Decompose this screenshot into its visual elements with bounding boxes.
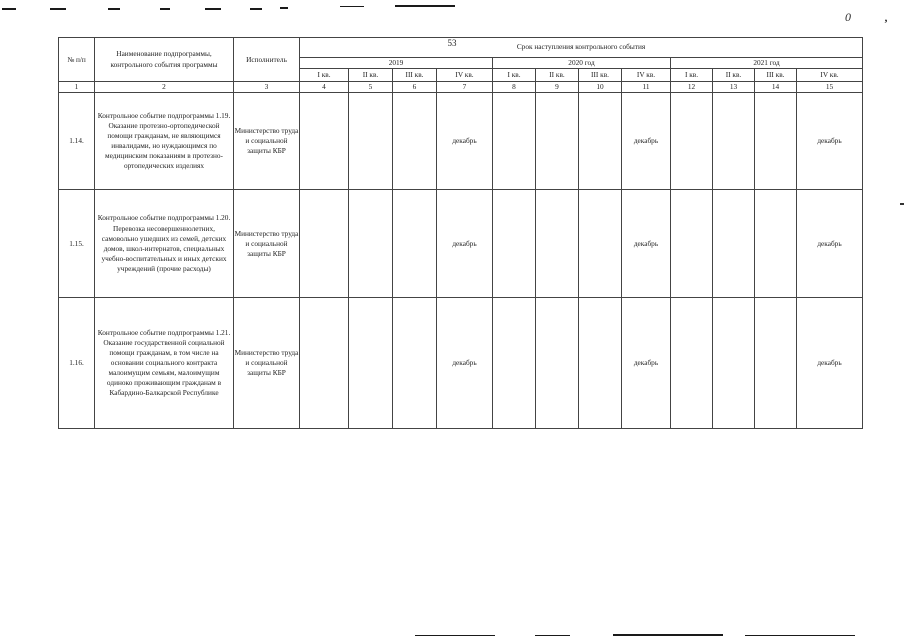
quarter-cell: [671, 190, 713, 298]
quarter-cell: декабрь: [797, 190, 863, 298]
quarter-cell: [300, 190, 349, 298]
page-number: 53: [447, 38, 457, 48]
quarter-cell: [393, 93, 437, 190]
quarter-cell: [579, 93, 622, 190]
column-number: 1: [59, 82, 95, 93]
row-number: 1.14.: [59, 93, 95, 190]
header-year-2019: 2019: [300, 58, 493, 69]
header-name: Наименование подпрограммы, контрольного события программы: [95, 38, 234, 82]
event-name: Контрольное событие подпрограммы 1.19. Оказание протезно-ортопедической помощи гражданам, не являющимся инвалидами, но нуждающимся по медицинским показаниям в протезно-ортопедических изделиях: [95, 93, 234, 190]
quarter-cell: декабрь: [797, 93, 863, 190]
header-num: № п/п: [59, 38, 95, 82]
quarter-cell: [536, 93, 579, 190]
quarter-cell: декабрь: [797, 298, 863, 429]
quarter-cell: [349, 190, 393, 298]
header-quarter: III кв.: [755, 69, 797, 82]
column-number: 5: [349, 82, 393, 93]
quarter-cell: [536, 298, 579, 429]
corner-scan-glyph: ,: [885, 10, 888, 24]
column-number: 11: [622, 82, 671, 93]
quarter-cell: [579, 190, 622, 298]
quarter-cell: [579, 298, 622, 429]
control-events-table: [58, 37, 863, 429]
event-executor: Министерство труда и социальной защиты КБР: [234, 93, 300, 190]
header-quarter: IV кв.: [622, 69, 671, 82]
quarter-cell: [493, 190, 536, 298]
header-year-2021: 2021 год: [671, 58, 863, 69]
quarter-cell: [671, 93, 713, 190]
scan-edge-marks: [0, 0, 905, 20]
quarter-cell: [713, 93, 755, 190]
quarter-cell: [300, 93, 349, 190]
quarter-cell: [393, 298, 437, 429]
header-quarter: IV кв.: [437, 69, 493, 82]
quarter-cell: [671, 298, 713, 429]
quarter-cell: декабрь: [622, 190, 671, 298]
quarter-cell: [755, 93, 797, 190]
column-number: 13: [713, 82, 755, 93]
header-quarter: III кв.: [579, 69, 622, 82]
quarter-cell: [493, 298, 536, 429]
quarter-cell: декабрь: [622, 93, 671, 190]
header-quarter: IV кв.: [797, 69, 863, 82]
quarter-cell: [536, 190, 579, 298]
column-number: 10: [579, 82, 622, 93]
quarter-cell: декабрь: [437, 190, 493, 298]
header-quarter: I кв.: [300, 69, 349, 82]
column-number: 8: [493, 82, 536, 93]
quarter-cell: [393, 190, 437, 298]
quarter-cell: [755, 190, 797, 298]
scan-bottom-marks: [0, 630, 905, 640]
column-number: 6: [393, 82, 437, 93]
header-executor: Исполнитель: [234, 38, 300, 82]
quarter-cell: [713, 298, 755, 429]
quarter-cell: [300, 298, 349, 429]
header-quarter: II кв.: [536, 69, 579, 82]
row-number: 1.16.: [59, 298, 95, 429]
table-row: [59, 93, 863, 190]
column-number: 2: [95, 82, 234, 93]
scan-edge-mark: [900, 203, 904, 205]
corner-scan-glyph: 0: [845, 10, 851, 24]
quarter-cell: декабрь: [437, 93, 493, 190]
header-quarter: II кв.: [349, 69, 393, 82]
row-number: 1.15.: [59, 190, 95, 298]
header-quarter: III кв.: [393, 69, 437, 82]
table-row: [59, 190, 863, 298]
header-event-deadline: Срок наступления контрольного события: [300, 38, 863, 58]
quarter-cell: [349, 93, 393, 190]
column-number: 15: [797, 82, 863, 93]
quarter-cell: [755, 298, 797, 429]
header-year-2020: 2020 год: [493, 58, 671, 69]
event-executor: Министерство труда и социальной защиты КБР: [234, 298, 300, 429]
table-row: [59, 298, 863, 429]
event-executor: Министерство труда и социальной защиты КБР: [234, 190, 300, 298]
column-number: 7: [437, 82, 493, 93]
quarter-cell: [713, 190, 755, 298]
quarter-cell: декабрь: [622, 298, 671, 429]
header-quarter: II кв.: [713, 69, 755, 82]
column-number: 14: [755, 82, 797, 93]
header-quarter: I кв.: [671, 69, 713, 82]
column-number: 12: [671, 82, 713, 93]
column-number: 9: [536, 82, 579, 93]
quarter-cell: [349, 298, 393, 429]
event-name: Контрольное событие подпрограммы 1.21. Оказание государственной социальной помощи гражданам, в том числе на основании социального контракта малоимущим семьям, малоимущим одиноко проживающим гражданам в Кабардино-Балкарской Республике: [95, 298, 234, 429]
event-name: Контрольное событие подпрограммы 1.20. Перевозка несовершеннолетних, самовольно ушедших из семей, детских домов, школ-интернатов, специальных учебно-воспитательных и иных детских учреждений (прочие расходы): [95, 190, 234, 298]
quarter-cell: [493, 93, 536, 190]
quarter-cell: декабрь: [437, 298, 493, 429]
header-quarter: I кв.: [493, 69, 536, 82]
column-number: 4: [300, 82, 349, 93]
column-number: 3: [234, 82, 300, 93]
